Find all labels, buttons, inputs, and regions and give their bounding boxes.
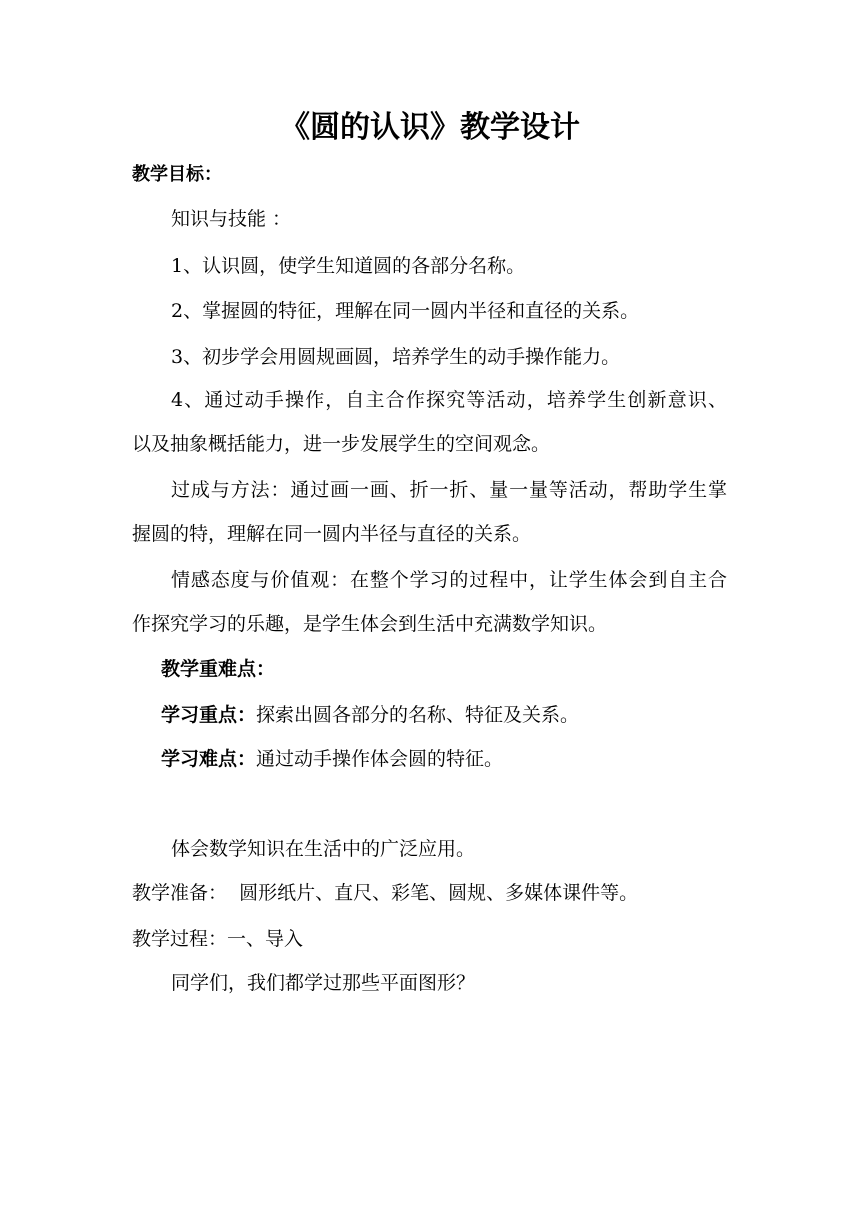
process-heading: 教学过程：一、导入 [132, 928, 304, 950]
emotion-line-1: 情感态度与价值观：在整个学习的过程中，让学生体会到自主合 [171, 569, 727, 591]
process-method-line-1: 过成与方法：通过画一画、折一折、量一量等活动，帮助学生掌 [171, 479, 727, 501]
goal-4-line-2: 以及抽象概括能力，进一步发展学生的空间观念。 [132, 433, 551, 455]
difficult-point [161, 746, 503, 772]
goal-4-line-1: 4、通过动手操作，自主合作探究等活动，培养学生创新意识、 [171, 389, 727, 411]
difficult-point-text: 通过动手操作体会圆的特征。 [256, 748, 504, 770]
key-point [161, 702, 579, 728]
intro-question: 同学们，我们都学过那些平面图形？ [171, 972, 476, 994]
goal-2: 2、掌握圆的特征，理解在同一圆内半径和直径的关系。 [171, 300, 640, 322]
process-method-line-2: 握圆的特，理解在同一圆内半径与直径的关系。 [132, 523, 532, 545]
key-points-heading: 教学重难点： [161, 658, 276, 680]
preparation-line: 教学准备： 圆形纸片、直尺、彩笔、圆规、多媒体课件等。 [132, 882, 639, 904]
goal-1: 1、认识圆，使学生知道圆的各部分名称。 [171, 255, 526, 277]
key-point-label: 学习重点： [161, 704, 257, 726]
goal-3: 3、初步学会用圆规画圆，培养学生的动手操作能力。 [171, 346, 621, 368]
application-line: 体会数学知识在生活中的广泛应用。 [171, 838, 476, 860]
difficult-point-label: 学习难点： [161, 748, 257, 770]
emotion-line-2: 作探究学习的乐趣，是学生体会到生活中充满数学知识。 [132, 613, 608, 635]
document-title: 《圆的认识》教学设计 [280, 110, 580, 145]
key-point-text: 探索出圆各部分的名称、特征及关系。 [256, 704, 580, 726]
knowledge-heading: 知识与技能 ： [171, 208, 292, 230]
objectives-heading: 教学目标： [132, 164, 222, 185]
